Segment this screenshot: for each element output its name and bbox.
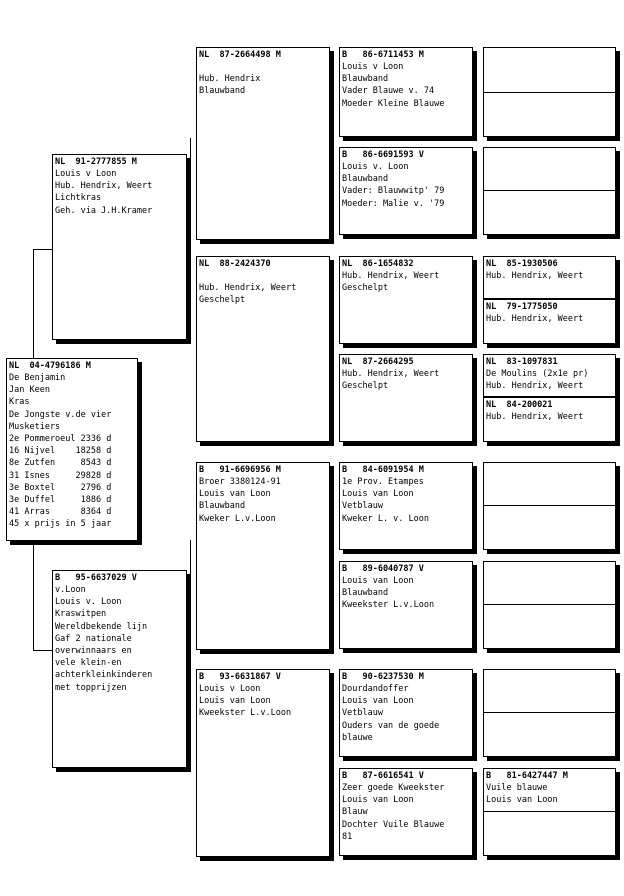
gen4-ring-number: NL 79-1775050 xyxy=(486,302,558,312)
gen4-ring-number: B 81-6427447 M xyxy=(486,771,568,781)
gen3-line: Dochter Vuile Blauwe xyxy=(342,819,445,830)
gen3-line: Louis van Loon xyxy=(342,489,414,500)
gen3-line: Louis van Loon xyxy=(342,576,414,586)
gen3-line: blauwe xyxy=(342,732,373,743)
gen2-line: Louis van Loon xyxy=(199,489,271,500)
gen3-line: Hub. Hendrix, Weert xyxy=(342,369,440,379)
gen3-card xyxy=(339,561,473,649)
gen3-ring-number: B 86-6711453 M xyxy=(342,50,424,60)
root-line: Kras xyxy=(9,397,30,408)
gen3-ring-number: NL 86-1654832 xyxy=(342,259,414,269)
gen3-line: 1e Prov. Etampes xyxy=(342,477,424,487)
father-line: Hub. Hendrix, Weert xyxy=(55,181,153,192)
root-line: De Benjamin xyxy=(9,373,66,383)
gen3-card xyxy=(339,47,473,137)
root-line: 8e Zutfen 8543 d xyxy=(9,458,112,469)
gen4-divider xyxy=(484,712,615,713)
gen2-ring-number: B 93-6631867 V xyxy=(199,672,281,682)
gen4-ring-number: NL 85-1930506 xyxy=(486,259,558,269)
gen3-card xyxy=(339,147,473,235)
mother-ring-number: B 95-6637029 V xyxy=(55,573,137,583)
father-card xyxy=(52,154,187,340)
gen3-line: Geschelpt xyxy=(342,283,389,294)
gen2-line: Geschelpt xyxy=(199,295,246,306)
gen4-card xyxy=(483,354,616,397)
gen2-line: Blauwband xyxy=(199,86,246,97)
gen3-line: Louis v. Loon xyxy=(342,162,409,172)
gen2-card xyxy=(196,669,330,857)
gen3-line: Blauwband xyxy=(342,174,389,185)
gen3-ring-number: B 89-6040787 V xyxy=(342,564,424,574)
father-line: Lichtkras xyxy=(55,193,102,204)
gen4-ring-number: NL 83-1097831 xyxy=(486,357,558,367)
gen3-line: Moeder Kleine Blauwe xyxy=(342,98,445,109)
gen3-line: Geschelpt xyxy=(342,381,389,392)
gen4-empty-card xyxy=(483,561,616,649)
gen4-divider xyxy=(484,190,615,191)
root-line: 16 Nijvel 18258 d xyxy=(9,446,112,457)
gen3-ring-number: B 86-6691593 V xyxy=(342,150,424,160)
gen2-card xyxy=(196,256,330,442)
root-line: 41 Arras 8364 d xyxy=(9,507,112,518)
gen4-line: Vuile blauwe xyxy=(486,783,548,793)
gen3-line: Louis van Loon xyxy=(342,696,414,707)
gen3-card xyxy=(339,354,473,442)
gen4-card xyxy=(483,299,616,344)
gen2-ring-number: B 91-6696956 M xyxy=(199,465,281,475)
root-line: 45 x prijs in 5 jaar xyxy=(9,519,112,530)
gen3-line: Kweker L. v. Loon xyxy=(342,513,429,524)
gen3-line: Louis van Loon xyxy=(342,795,414,806)
root-line: 3e Boxtel 2796 d xyxy=(9,482,112,493)
root-line: Musketiers xyxy=(9,421,61,432)
gen3-card xyxy=(339,462,473,550)
gen2-card xyxy=(196,47,330,240)
connector-root-mother-vertical xyxy=(33,545,34,650)
gen4-divider xyxy=(484,811,615,812)
gen4-empty-card xyxy=(483,462,616,550)
connector-root-father xyxy=(33,249,54,250)
mother-line: Gaf 2 nationale xyxy=(55,633,132,644)
gen3-ring-number: NL 87-2664295 xyxy=(342,357,414,367)
gen3-line: Ouders van de goede xyxy=(342,720,440,731)
gen3-card xyxy=(339,669,473,757)
gen4-empty-card xyxy=(483,669,616,757)
gen2-card xyxy=(196,462,330,650)
root-line: Jan Keen xyxy=(9,385,50,396)
root-ring-number: NL 04-4796186 M xyxy=(9,361,91,371)
gen4-ring-number: NL 84-200021 xyxy=(486,400,553,410)
gen3-line: Kweekster L.v.Loon xyxy=(342,600,435,611)
gen3-card xyxy=(339,768,473,856)
father-ring-number: NL 91-2777855 M xyxy=(55,157,137,167)
root-line: 3e Duffel 1886 d xyxy=(9,495,112,506)
gen2-line: Kweker L.v.Loon xyxy=(199,513,276,524)
gen4-line: Louis van Loon xyxy=(486,795,558,806)
gen4-line: Hub. Hendrix, Weert xyxy=(486,314,584,324)
gen3-ring-number: B 84-6091954 M xyxy=(342,465,424,475)
gen4-line: De Moulins (2x1e pr) xyxy=(486,369,589,379)
gen3-line: Vetblauw xyxy=(342,501,383,512)
mother-card xyxy=(52,570,187,768)
gen3-ring-number: B 90-6237530 M xyxy=(342,672,424,682)
gen2-line: Louis van Loon xyxy=(199,696,271,707)
gen4-empty-card xyxy=(483,147,616,235)
gen4-card xyxy=(483,397,616,442)
root-line: 2e Pommeroeul 2336 d xyxy=(9,434,112,445)
gen4-line: Hub. Hendrix, Weert xyxy=(486,412,584,422)
mother-line: v.Loon xyxy=(55,585,86,595)
gen3-card xyxy=(339,256,473,344)
mother-line: met topprijzen xyxy=(55,682,127,693)
gen3-line: Zeer goede Kweekster xyxy=(342,783,445,793)
gen3-line: Dourdandoffer xyxy=(342,684,409,694)
connector-mother-gen2 xyxy=(190,540,191,765)
gen3-line: Blauwband xyxy=(342,74,389,85)
root-line: 31 Isnes 29828 d xyxy=(9,470,112,481)
gen2-line: Hub. Hendrix, Weert xyxy=(199,283,297,293)
gen3-line: Vetblauw xyxy=(342,708,383,719)
gen3-line: Blauw xyxy=(342,807,368,818)
connector-root-mother xyxy=(33,650,54,651)
gen4-line: Hub. Hendrix, Weert xyxy=(486,271,584,281)
gen2-line: Blauwband xyxy=(199,501,246,512)
gen3-line: Hub. Hendrix, Weert xyxy=(342,271,440,281)
root-line: De Jongste v.de vier xyxy=(9,409,112,420)
father-line: Geh. via J.H.Kramer xyxy=(55,205,153,216)
mother-line: Louis v. Loon xyxy=(55,597,122,608)
gen4-divider xyxy=(484,604,615,605)
gen4-line: Hub. Hendrix, Weert xyxy=(486,381,584,392)
gen2-ring-number: NL 88-2424370 xyxy=(199,259,271,269)
gen4-card xyxy=(483,256,616,299)
connector-father-gen2 xyxy=(190,138,191,300)
gen3-line: Moeder: Malie v. '79 xyxy=(342,198,445,209)
gen3-line: Louis v Loon xyxy=(342,62,404,72)
gen3-line: Vader Blauwe v. 74 xyxy=(342,86,435,97)
mother-line: achterkleinkinderen xyxy=(55,670,153,681)
gen3-line: Vader: Blauwwitp' 79 xyxy=(342,186,445,197)
gen4-card xyxy=(483,768,616,856)
mother-line: Kraswitpen xyxy=(55,609,107,620)
mother-line: overwinnaars en xyxy=(55,646,132,657)
gen2-line: Kweekster L.v.Loon xyxy=(199,708,292,719)
root-pigeon-card xyxy=(6,358,138,541)
gen2-ring-number: NL 87-2664498 M xyxy=(199,50,281,60)
gen3-ring-number: B 87-6616541 V xyxy=(342,771,424,781)
father-line: Louis v Loon xyxy=(55,169,117,179)
gen3-line: Blauwband xyxy=(342,588,389,599)
gen2-line: Hub. Hendrix xyxy=(199,74,261,84)
gen4-divider xyxy=(484,505,615,506)
gen2-line: Louis v Loon xyxy=(199,684,261,694)
mother-line: Wereldbekende lijn xyxy=(55,621,148,632)
gen4-divider xyxy=(484,92,615,93)
gen4-empty-card xyxy=(483,47,616,137)
gen3-line: 81 xyxy=(342,831,353,842)
mother-line: vele klein-en xyxy=(55,658,122,669)
connector-root-vertical xyxy=(33,249,34,361)
gen2-line: Broer 3380124-91 xyxy=(199,477,281,487)
